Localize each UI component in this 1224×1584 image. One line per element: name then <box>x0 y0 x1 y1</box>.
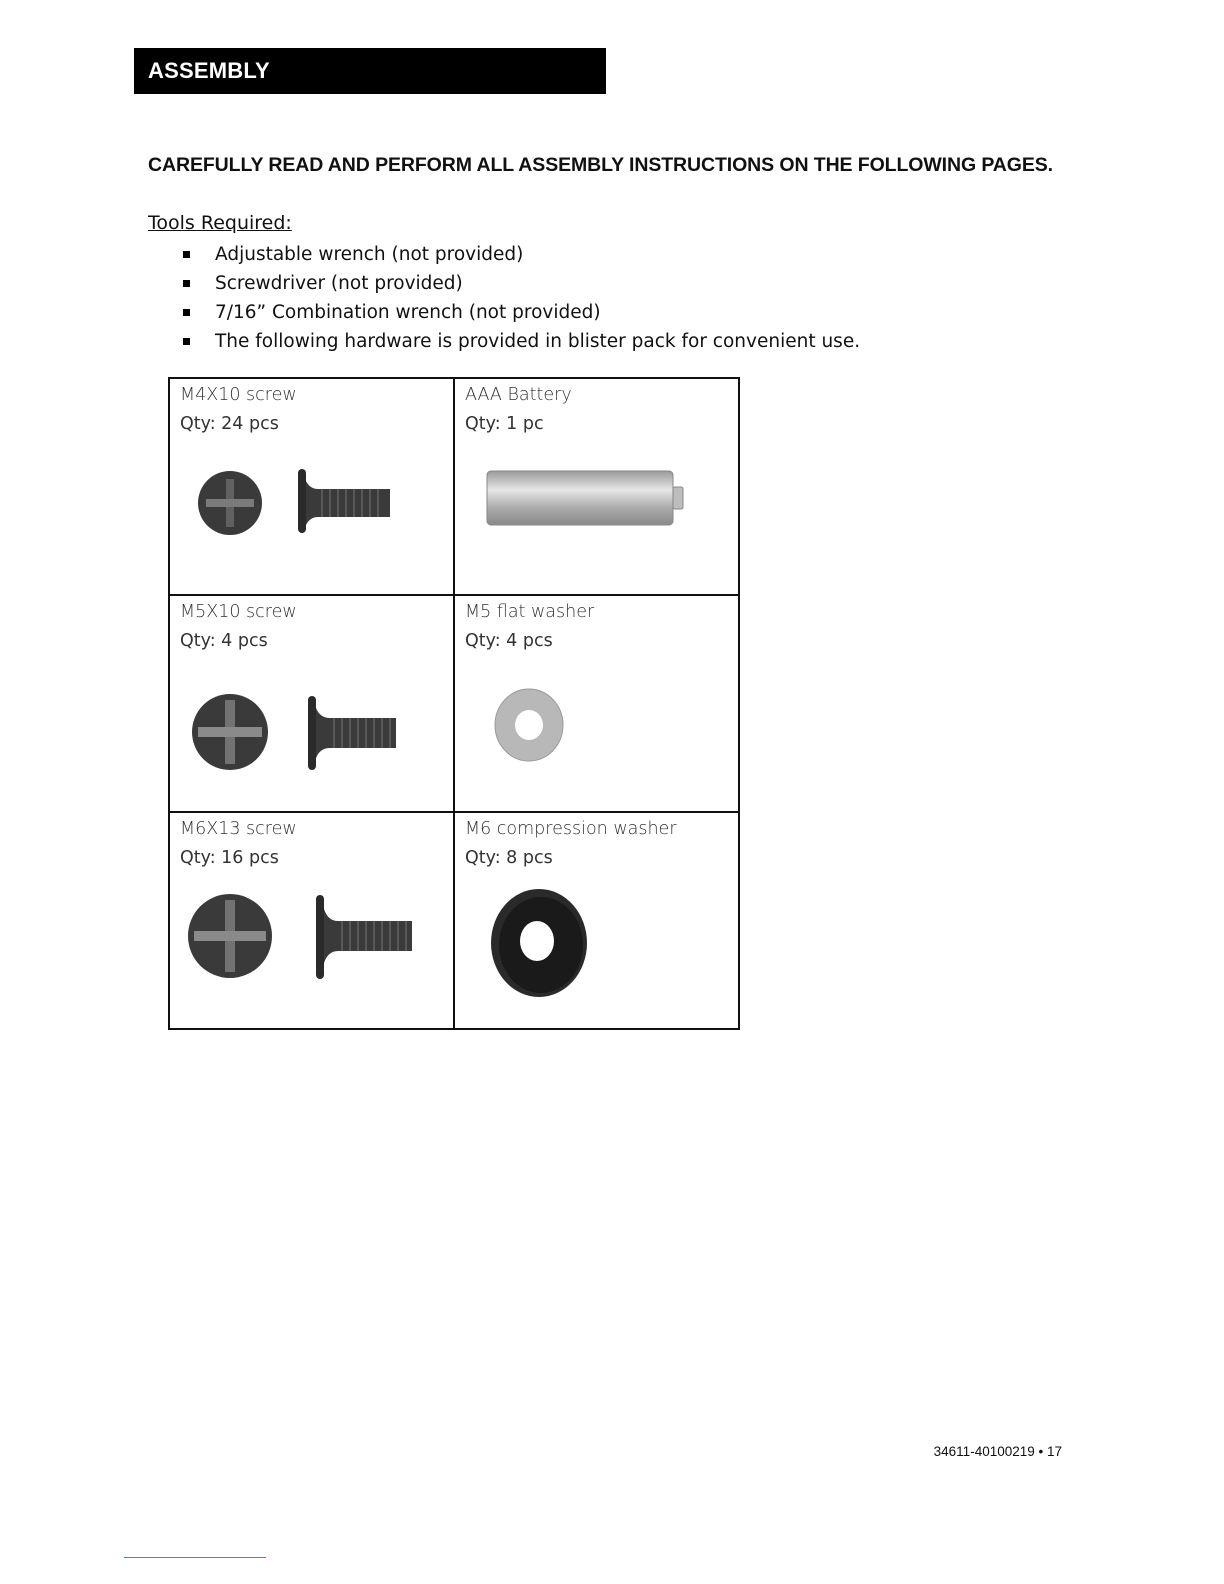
hardware-qty: Qty: 16 pcs <box>180 848 279 868</box>
section-title: ASSEMBLY <box>148 58 270 83</box>
battery-icon <box>483 467 689 529</box>
section-header <box>134 48 606 94</box>
flat-washer-icon <box>493 688 565 762</box>
hardware-cell-aaa-battery <box>455 379 740 596</box>
hardware-qty: Qty: 4 pcs <box>465 631 553 651</box>
compression-washer-icon <box>489 887 589 999</box>
bullet-icon <box>183 309 190 316</box>
hardware-name: M5 flat washer <box>465 602 595 622</box>
tools-list <box>178 242 860 358</box>
hardware-name: M5X10 screw <box>180 602 297 622</box>
hardware-cell-m5-flat-washer <box>455 596 740 813</box>
screw-icon <box>190 692 400 774</box>
hardware-qty: Qty: 24 pcs <box>180 414 279 434</box>
screw-icon <box>186 891 416 981</box>
assembly-instruction: CAREFULLY READ AND PERFORM ALL ASSEMBLY INSTRUCTIONS ON THE FOLLOWING PAGES. <box>148 154 1053 176</box>
hardware-name: M4X10 screw <box>180 385 297 405</box>
footer-rule <box>124 1557 266 1558</box>
hardware-qty: Qty: 8 pcs <box>465 848 553 868</box>
hardware-qty: Qty: 1 pc <box>465 414 544 434</box>
hardware-name: AAA Battery <box>465 385 572 405</box>
tool-item: The following hardware is provided in blister pack for convenient use. <box>178 329 860 358</box>
tool-item: 7/16” Combination wrench (not provided) <box>178 300 860 329</box>
screw-icon <box>194 467 404 539</box>
bullet-icon <box>183 280 190 287</box>
tool-item: Adjustable wrench (not provided) <box>178 242 860 271</box>
hardware-table <box>168 377 740 1030</box>
tool-item: Screwdriver (not provided) <box>178 271 860 300</box>
hardware-cell-m4x10-screw <box>170 379 455 596</box>
page-reference: 34611-40100219 • 17 <box>933 1444 1062 1459</box>
hardware-qty: Qty: 4 pcs <box>180 631 268 651</box>
hardware-cell-m5x10-screw <box>170 596 455 813</box>
hardware-name: M6X13 screw <box>180 819 297 839</box>
tools-heading: Tools Required: <box>148 212 292 234</box>
hardware-name: M6 compression washer <box>465 819 677 839</box>
bullet-icon <box>183 251 190 258</box>
hardware-cell-m6x13-screw <box>170 813 455 1028</box>
hardware-cell-m6-compression-washer <box>455 813 740 1028</box>
bullet-icon <box>183 338 190 345</box>
